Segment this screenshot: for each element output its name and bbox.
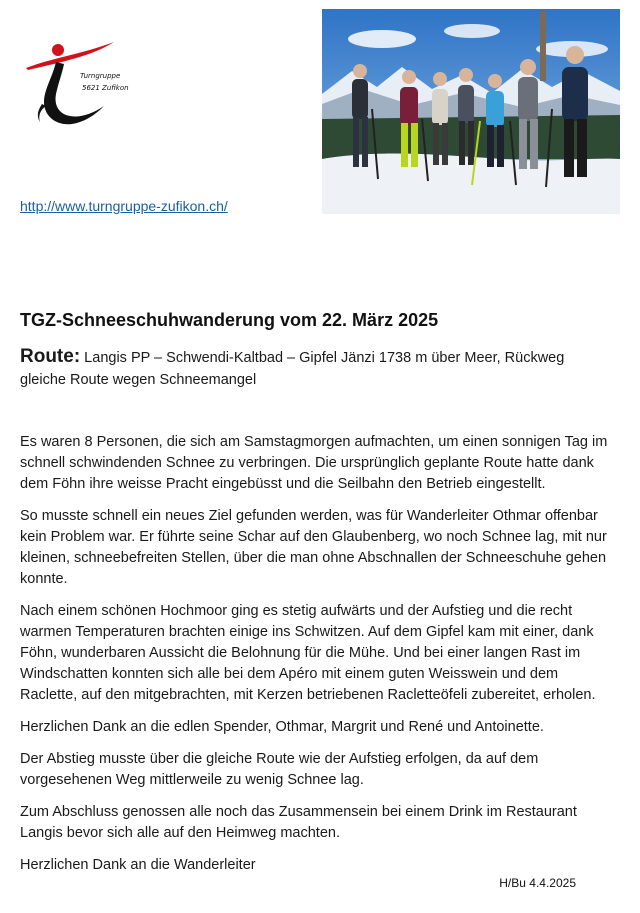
club-logo	[22, 38, 144, 130]
logo-text-line1: Turngruppe	[80, 72, 121, 80]
paragraph: So musste schnell ein neues Ziel gefunden werden, was für Wanderleiter Othmar offenbar kein Problem war. Er führte seine Schar auf den Glaubenberg, wo noch Schnee lag, mit nur kleinen, schneebefreiten Stellen, über die man ohne Abschnallen der Schneeschuhe gehen konnte.	[20, 508, 607, 587]
paragraph: Es waren 8 Personen, die sich am Samstagmorgen aufmachten, um einen sonnigen Tag im schnell schwindenden Schnee zu verbringen. Die ursprünglich geplante Route hatte dank dem Föhn ihre weisse Pracht eingebüsst und die Seilbahn den Betrieb eingestellt.	[20, 434, 608, 492]
hikers-photo-icon	[322, 9, 620, 214]
article-title: TGZ-Schneeschuhwanderung vom 22. März 2025	[20, 310, 439, 330]
paragraph: Der Abstieg musste über die gleiche Route wie der Aufstieg erfolgen, da auf dem vorgesehenen Weg mittlerweile zu wenig Schnee lag.	[20, 751, 539, 788]
paragraph: Nach einem schönen Hochmoor ging es stetig aufwärts und der Aufstieg und die recht warmen Temperaturen brachten einige ins Schwitzen. Auf dem Gipfel kam mit einer, dank Föhn, wunderbaren Aussicht die Belohnung für die Mühe. Und bei einer langen Rast im Windschatten konnten sich alle bei dem Apéro mit einem guten Weisswein und dem Raclette, auf den mitgebrachten, mit Kerzen betriebenen Racletteöfeli zubereitet, erholen.	[20, 603, 596, 703]
paragraph: Herzlichen Dank an die edlen Spender, Othmar, Margrit und René und Antoinette.	[20, 719, 544, 735]
route-text: Langis PP – Schwendi-Kaltbad – Gipfel Jänzi 1738 m über Meer, Rückweg gleiche Route wegen Schneemangel	[20, 350, 565, 388]
paragraph: Herzlichen Dank an die Wanderleiter	[20, 857, 256, 873]
paragraph: Zum Abschluss genossen alle noch das Zusammensein bei einem Drink im Restaurant Langis bevor sich alle auf den Heimweg machten.	[20, 804, 577, 841]
author-date-signature: H/Bu 4.4.2025	[499, 876, 576, 890]
article-body	[20, 432, 610, 887]
route-line	[20, 346, 590, 391]
route-label: Route:	[20, 346, 81, 367]
club-website-link[interactable]: http://www.turngruppe-zufikon.ch/	[20, 198, 228, 214]
logo-text-line2: 5621 Zufikon	[82, 84, 129, 92]
group-photo	[322, 9, 620, 214]
